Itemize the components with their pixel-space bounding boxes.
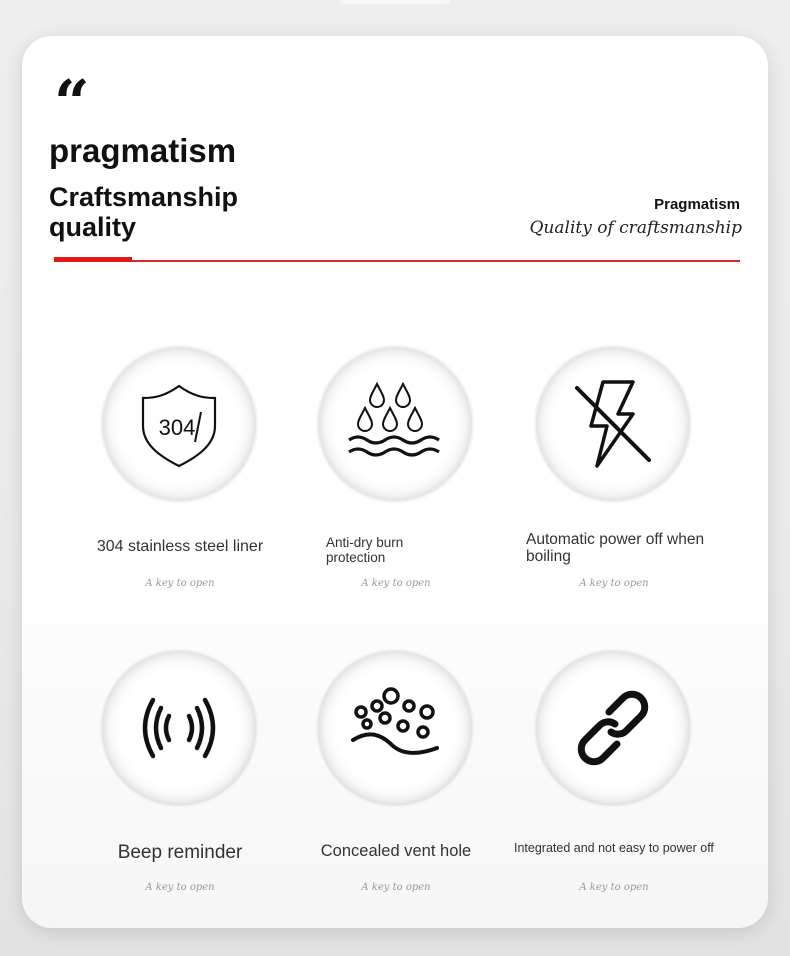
feature-card: [22, 36, 768, 928]
feature-item: [504, 652, 724, 912]
feature-caption: A key to open: [145, 882, 215, 893]
feature-label: Concealed vent hole: [320, 842, 472, 860]
feature-caption: A key to open: [145, 578, 215, 589]
feature-item: [286, 652, 506, 912]
feature-item: [70, 348, 290, 608]
feature-caption: A key to open: [579, 882, 649, 893]
page-title: pragmatism: [49, 132, 237, 169]
feature-label: Automatic power off when boiling: [526, 531, 705, 565]
top-strip: [340, 0, 450, 4]
feature-circle: [537, 652, 689, 804]
feature-item: [286, 348, 506, 608]
shield-icon: [129, 374, 229, 474]
power-off-icon: [563, 374, 663, 474]
water-drops-icon: [345, 374, 445, 474]
feature-label: Integrated and not easy to power off: [514, 841, 714, 855]
feature-caption: A key to open: [579, 578, 649, 589]
divider-line: [54, 260, 740, 262]
right-title: Pragmatism: [654, 196, 740, 213]
feature-item: [504, 348, 724, 608]
shield-icon-text: 304: [158, 415, 196, 440]
feature-item: [70, 652, 290, 912]
feature-label: Beep reminder: [117, 842, 243, 863]
right-script: Quality of craftsmanship: [529, 218, 742, 238]
feature-circle: [537, 348, 689, 500]
feature-circle: [319, 652, 471, 804]
quote-mark: “: [54, 72, 86, 112]
feature-label: 304 stainless steel liner: [96, 538, 264, 555]
chain-link-icon: [563, 678, 663, 778]
divider-accent: [54, 257, 132, 262]
vent-holes-icon: [345, 678, 445, 778]
page-subtitle: Craftsmanship quality: [49, 182, 239, 242]
feature-circle: [103, 652, 255, 804]
feature-caption: A key to open: [361, 578, 431, 589]
feature-circle: [103, 348, 255, 500]
feature-label: Anti-dry burn protection: [326, 535, 404, 565]
sound-waves-icon: [129, 678, 229, 778]
feature-circle: [319, 348, 471, 500]
feature-caption: A key to open: [361, 882, 431, 893]
